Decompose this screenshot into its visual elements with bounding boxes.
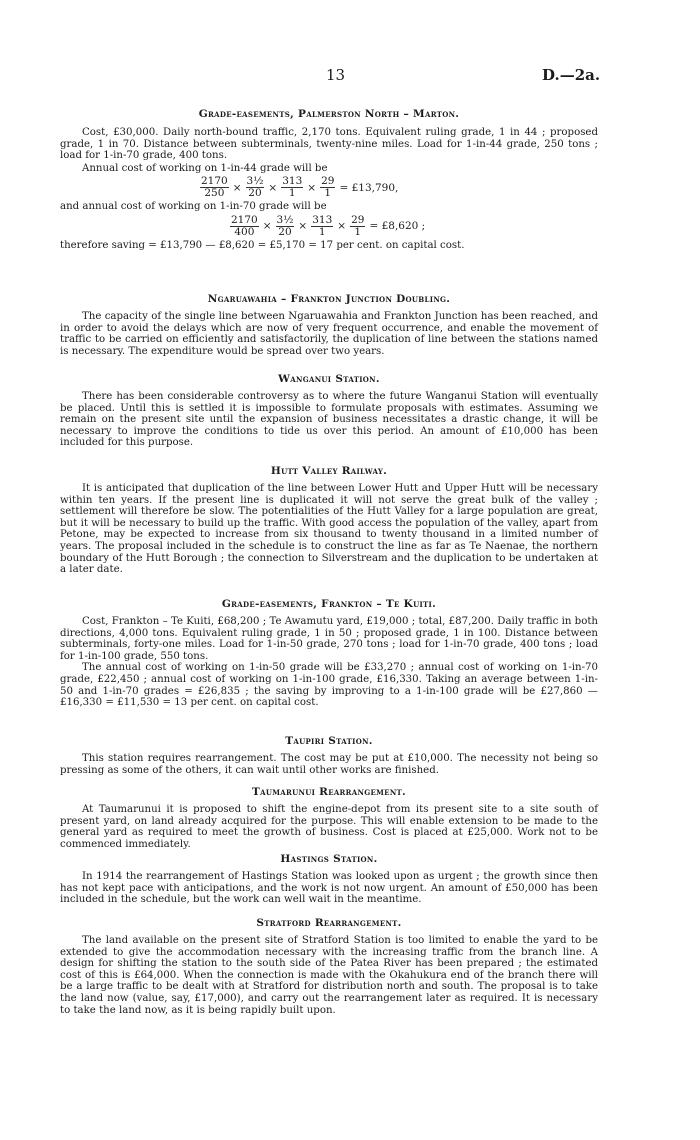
- eq-numerator: 3½: [276, 213, 294, 226]
- paragraph: This station requires rearrangement. The cost may be put at £10,000. The necessity not being so pressing as some of the others, it can wait until other works are finished.: [60, 753, 598, 776]
- eq-numerator: 29: [351, 213, 365, 226]
- section-title: Taupiri Station.: [285, 735, 373, 747]
- paragraph: In 1914 the rearrangement of Hastings Station was looked upon as urgent ; the growth since then has not kept pace with anticipations, and the work is not now urgent. An amount of £50,000 has been included in the schedule, but the work can well wait in the meantime.: [60, 871, 598, 906]
- paragraph: The capacity of the single line between Ngaruawahia and Frankton Junction has been reached, and in order to avoid the delays which are now of very frequent occurrence, and enable the movement of traffic to be carried on efficiently and satisfactorily, the duplication of line between the stations named is necessary. The expenditure would be spread over two years.: [60, 311, 598, 357]
- section-stratford-rearrangement: [60, 917, 598, 1016]
- paragraph: Annual cost of working on 1-in-44 grade will be: [82, 162, 328, 174]
- section-ngaruawahia-doubling: [60, 293, 598, 357]
- equation-1: $\frac{2170}{250}$ × $\frac{\text{3½}}{20}$ × $\frac{313}{1}$ × $\frac{29}{1}$ = £13,790,: [201, 175, 399, 200]
- paragraph: The annual cost of working on 1-in-50 grade will be £33,270 ; annual cost of working on 1-in-70 grade, £22,450 ; annual cost of working on 1-in-100 grade, £16,330. Taking an average between 1-in-50 and 1-in-70 grades = £26,835 ; the saving by improving to a 1-in-100 grade will be £27,860 — £16,330 = £11,530 = 13 per cent. on capital cost.: [60, 662, 598, 709]
- eq-numerator: 2170: [201, 175, 228, 188]
- section-taupiri-station: [60, 735, 598, 776]
- section-title: Hutt Valley Railway.: [270, 465, 388, 477]
- eq-numerator: 313: [312, 213, 333, 226]
- paragraph: Cost, £30,000. Daily north-bound traffic, 2,170 tons. Equivalent ruling grade, 1 in 44 ; proposed grade, 1 in 70. Distance between subterminals, twenty-nine miles. Load for 1-in-44 grade, 250 tons ; load for 1-in-70 grade, 400 tons.: [60, 127, 598, 162]
- section-hutt-valley-railway: [60, 465, 598, 576]
- paragraph: The land available on the present site of Stratford Station is too limited to enable the yard to be extended to give the accommodation necessary with the increasing traffic from the branch line. A design for shifting the station to the south side of the Patea River has been prepared ; the estimated cost of this is £64,000. When the connection is made with the Okahukura end of the branch there will be a large traffic to be dealt with at Stratford for distribution north and south. The proposal is to take the land now (value, say, £17,000), and carry out the rearrangement later as required. It is necessary to take the land now, as it is being rapidly built upon.: [60, 935, 598, 1016]
- eq-numerator: 2170: [231, 213, 258, 226]
- section-title: Grade-easements, Palmerston North – Marton.: [198, 108, 460, 120]
- section-title: Taumarunui Rearrangement.: [251, 786, 406, 798]
- section-title: Wanganui Station.: [278, 373, 380, 385]
- section-taumarunui-rearrangement: [60, 786, 598, 850]
- document-reference: D.—2a.: [542, 66, 601, 84]
- paragraph: therefore saving = £13,790 — £8,620 = £5,170 = 17 per cent. on capital cost.: [60, 239, 465, 251]
- equation-2: $\frac{2170}{400}$ × $\frac{\text{3½}}{20}$ × $\frac{313}{1}$ × $\frac{29}{1}$ = £8,620 ;: [231, 213, 426, 238]
- eq-denominator: 250: [204, 187, 225, 200]
- section-title: Ngaruawahia – Frankton Junction Doubling.: [207, 293, 451, 305]
- eq-denominator: 1: [354, 225, 362, 238]
- eq-numerator: 3½: [246, 175, 264, 188]
- eq-numerator: 29: [321, 175, 335, 188]
- paragraph: There has been considerable controversy as to where the future Wanganui Station will eventually be placed. Until this is settled it is impossible to formulate proposals with estimates. Assuming we remain on the present site until the expansion of business necessitates a drastic change, it will be necessary to improve the conditions to tide us over this period. An amount of £10,000 has been included for this purpose.: [60, 391, 598, 449]
- eq-result: = £8,620 ;: [369, 220, 426, 233]
- page-number: 13: [326, 66, 346, 84]
- section-title: Grade-easements, Frankton – Te Kuiti.: [221, 598, 437, 610]
- eq-denominator: 1: [318, 225, 326, 238]
- paragraph: At Taumarunui it is proposed to shift the engine-depot from its present site to a site south of present yard, on land already acquired for the purpose. This will enable extension to be made to the general yard as required to meet the growth of business. Cost is placed at £25,000. Work not to be commenced immediately.: [60, 804, 598, 850]
- eq-result: = £13,790,: [339, 181, 399, 194]
- eq-numerator: 313: [282, 175, 303, 188]
- eq-denominator: 1: [324, 187, 332, 200]
- eq-denominator: 1: [288, 187, 296, 200]
- section-hastings-station: [60, 853, 598, 906]
- paragraph: and annual cost of working on 1-in-70 grade will be: [60, 201, 327, 213]
- eq-denominator: 20: [248, 187, 262, 200]
- paragraph: Cost, Frankton – Te Kuiti, £68,200 ; Te Awamutu yard, £19,000 ; total, £87,200. Daily traffic in both directions, 4,000 tons. Equivalent ruling grade, 1 in 50 ; proposed grade, 1 in 100. Distance between subterminals, forty-one miles. Load for 1-in-50 grade, 270 tons ; load for 1-in-70 grade, 400 tons ; load for 1-in-100 grade, 550 tons.: [60, 616, 598, 662]
- eq-denominator: 20: [278, 225, 292, 238]
- section-title: Stratford Rearrangement.: [256, 917, 402, 929]
- section-title: Hastings Station.: [280, 853, 378, 865]
- paragraph: It is anticipated that duplication of the line between Lower Hutt and Upper Hutt will be necessary within ten years. If the present line is duplicated it will not serve the great bulk of the valley ; settlement will therefore be slow. The potentialities of the Hutt Valley for a large population are great, but it will be necessary to build up the traffic. With good access the population of the valley, apart from Petone, may be expected to increase from six thousand to twenty thousand in a limited number of years. The proposal included in the schedule is to construct the line as far as Te Naenae, the northern boundary of the Hutt Borough ; the connection to Silverstream and the duplication to be undertaken at a later date.: [60, 483, 598, 576]
- section-grade-easements-pn-marton: [60, 108, 598, 252]
- section-wanganui-station: [60, 373, 598, 449]
- eq-denominator: 400: [234, 225, 255, 238]
- section-grade-easements-frankton-tekuiti: [60, 598, 598, 709]
